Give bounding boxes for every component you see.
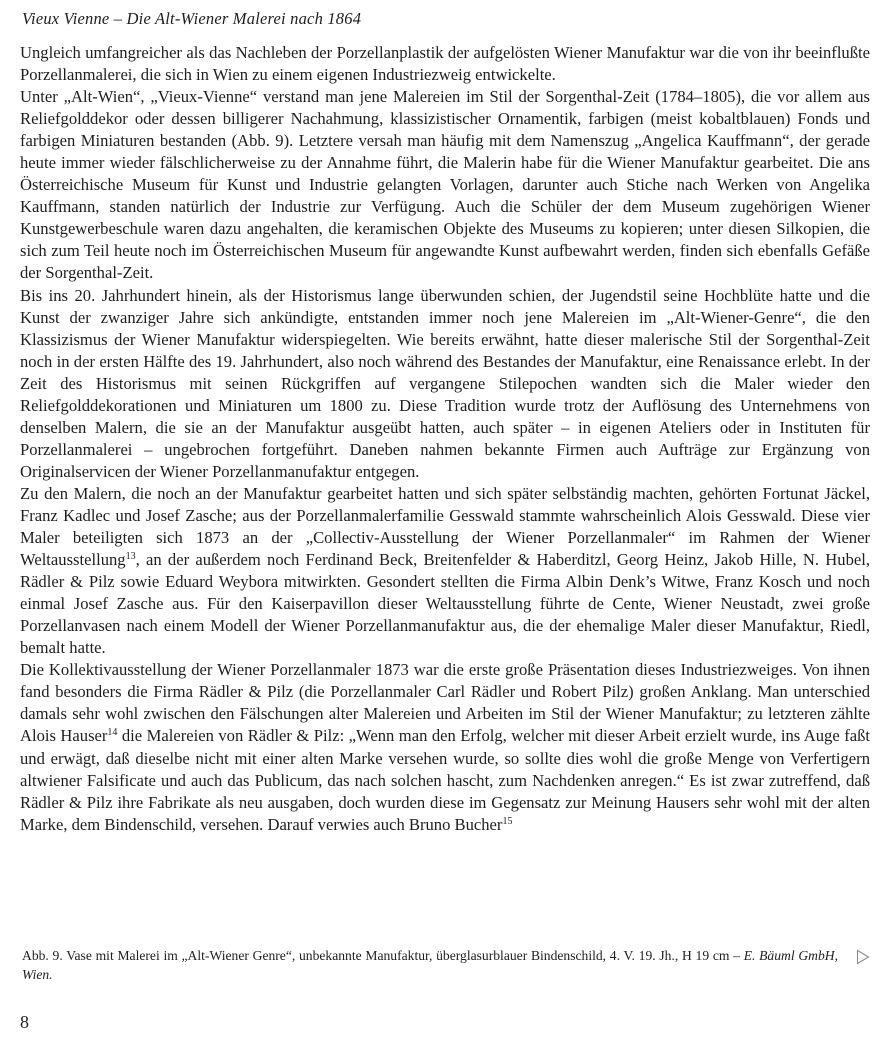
footnote-ref[interactable]: 15 (502, 815, 513, 827)
paragraph (20, 659, 870, 835)
running-title: Vieux Vienne – Die Alt-Wiener Malerei nach 1864 (22, 9, 362, 28)
page-number: 8 (20, 1012, 29, 1032)
paragraph: Unter „Alt-Wien“, „Vieux-Vienne“ verstand man jene Malereien im Stil der Sorgenthal-Zeit (1784–1805), die vor allem aus Reliefgolddekor oder dessen billigerer Nachahmung, klassizistischer Ornamentik, farbigen (meist kobaltblauen) Fonds und farbigen Miniaturen bestanden (Abb. 9). Letztere versah man häufig mit dem Namenszug „Angelica Kauffmann“, der gerade heute immer wieder fälschlicherweise zu der Annahme führt, die Malerin habe für die Wiener Manufaktur gearbeitet. Die ans Österreichische Museum für Kunst und Industrie gelangten Vorlagen, darunter auch Stiche nach Werken von Angelika Kauffmann, standen natürlich der Industrie zur Verfügung. Auch die Schüler der dem Museum zugehörigen Wiener Kunstgewerbeschule waren dazu angehalten, die keramischen Objekte des Museums zu kopieren; unter diesen Silkopien, die sich zum Teil heute noch im Österreichischen Museum für angewandte Kunst aufbewahrt werden, finden sich ebenfalls Gefäße der Sorgenthal-Zeit. (20, 87, 870, 283)
paragraph (20, 483, 870, 659)
paragraph-text: , an der außerdem noch Ferdinand Beck, Breitenfelder & Haberditzl, Georg Heinz, Jakob Hille, N. Hubel, Rädler & Pilz sowie Eduard Weybora mitwirkten. Gesondert stellten die Firma Albin Denk’s Witwe, Franz Kosch und noch einmal Josef Zasche aus. Für den Kaiserpavillon dieser Weltausstellung führte de Cente, Wiener Neustadt, zwei große Porzellanvasen nach einem Modell der Wiener Porzellanmanufaktur aus, die der ehemalige Maler dieser Manufaktur, Riedl, bemalt hatte. (20, 550, 870, 658)
paragraph-text: Zu den Malern, die noch an der Manufaktur gearbeitet hatten und sich später selbständig machten, gehörten Fortunat Jäckel, Franz Kadlec und Josef Zasche; aus der Porzellanmalerfamilie Gesswald stammte wahrscheinlich Alois Gesswald. Diese vier Maler beteiligten sich 1873 an der „Collectiv-Ausstellung der Wiener Porzellanmaler“ im Rahmen der Wiener Weltausstellung (20, 483, 870, 570)
right-triangle-outline-icon (856, 949, 870, 965)
paragraph-text: die Malereien von Rädler & Pilz: „Wenn man den Erfolg, welcher mit dieser Arbeit erzielt wurde, ins Auge faßt und erwägt, daß dieselbe nicht mit einer alten Marke versehen wurde, so sollte dies wohl die große Menge von Verfertigern altwiener Falsificate und auch das Publicum, das nach solchen hascht, zum Nachdenken anregen.“ Es ist zwar zutreffend, daß Rädler & Pilz ihre Fabrikate als neu ausgaben, doch wurden diese im Gegensatz zur Meinung Hausers sehr wohl mit der alten Marke, dem Bindenschild, versehen. Darauf verwies auch Bruno Bucher (20, 726, 870, 834)
body-text (20, 42, 870, 836)
paragraph: Bis ins 20. Jahrhundert hinein, als der Historismus lange überwunden schien, der Jugendstil seine Hochblüte hatte und die Kunst der zwanziger Jahre sich ankündigte, entstanden immer noch jene Malereien im „Alt-Wiener-Genre“, die den Klassizismus der Wiener Manufaktur widerspiegelten. Wie bereits erwähnt, hatte dieser malerische Stil der Sorgenthal-Zeit noch in der ersten Hälfte des 19. Jahrhundert, also noch während des Bestandes der Manufaktur, eine Renaissance erlebt. In der Zeit des Historismus mit seinen Rückgriffen auf vergangene Stilepochen wandten sich die Maler wieder den Reliefgolddekorationen und Miniaturen um 1800 zu. Diese Tradition wurde trotz der Auflösung des Unternehmens von denselben Malern, die sie an der Manufaktur ausgeübt hatten, auch später – in eigenen Ateliers oder in Instituten für Porzellanmalerei – ungebrochen fortgeführt. Daneben nahmen bekannte Firmen auch Aufträge zur Ergänzung von Originalservicen der Wiener Porzellanmanufaktur entgegen. (20, 285, 870, 481)
figure-caption (22, 946, 838, 984)
paragraph: Ungleich umfangreicher als das Nachleben der Porzellanplastik der aufgelösten Wiener Manufaktur war die von ihr beeinflußte Porzellanmalerei, die sich in Wien zu einem eigenen Industriezweig entwickelte. (20, 43, 870, 85)
footnote-ref[interactable]: 14 (107, 727, 118, 739)
footnote-ref[interactable]: 13 (125, 551, 136, 563)
caption-text: Abb. 9. Vase mit Malerei im „Alt-Wiener Genre“, unbekannte Manufaktur, überglasurblauer Bindenschild, 4. V. 19. Jh., H 19 cm – (22, 948, 744, 963)
paragraph-text: Die Kollektivausstellung der Wiener Porzellanmaler 1873 war die erste große Präsentation dieses Industriezweiges. Von ihnen fand besonders die Firma Rädler & Pilz (die Porzellanmaler Carl Rädler und Robert Pilz) großen Anklang. Man unterschied damals sehr wohl zwischen den Fälschungen alter Malereien und Arbeiten im Stil der Wiener Manufaktur; zu letzteren zählte Alois Hauser (20, 660, 870, 746)
caption-credit: E. Bäuml GmbH, Wien. (22, 948, 838, 982)
